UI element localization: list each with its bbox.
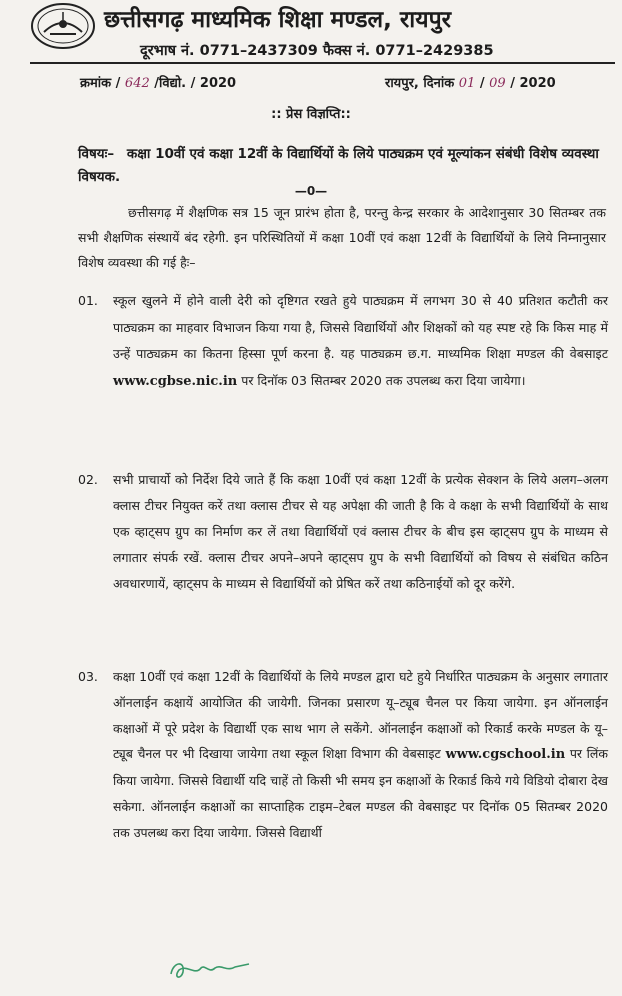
date-year: / 2020	[510, 76, 556, 91]
board-seal-logo	[30, 2, 96, 50]
reference-suffix: /विद्यो. / 2020	[154, 76, 237, 91]
subject-text: कक्षा 10वीं एवं कक्षा 12वीं के विद्यार्थियों के लिये पाठ्यक्रम एवं मूल्यांकन संबंधी विशेष व्यवस्था विषयक.	[78, 146, 599, 185]
date-month: 09	[489, 76, 506, 91]
reference-number	[80, 73, 236, 91]
place-date: रायपुर, दिनांक 01 / 09 / 2020	[385, 76, 556, 91]
header-divider	[30, 62, 615, 64]
place-date-label: रायपुर, दिनांक	[385, 76, 455, 91]
point-number: 01.	[78, 293, 98, 308]
website-link-cgbse: www.cgbse.nic.in	[113, 373, 238, 389]
point-text: कक्षा 10वीं एवं कक्षा 12वीं के विद्यार्थियों के लिये मण्डल द्वारा घटे हुये निर्धारित पाठ्यक्रम के अनुसार लगातार ऑनलाईन कक्षायें आयोजित की जायेगी. जिनका प्रसारण यू–ट्यूब चैनल पर किया जायेगा. इन ऑनलाईन कक्षाओं में पूरे प्रदेश के विद्यार्थी एक साथ भाग ले सकेंगे. ऑनलाईन कक्षाओं को रिकार्ड करके मण्डल के यू–ट्यूब चैनल पर भी दिखाया जायेगा तथा स्कूल शिक्षा विभाग की वेबसाइट www.cgschool.in पर लिंक किया जायेगा. जिससे विद्यार्थी यदि चाहें तो किसी भी समय इन कक्षाओं के रिकार्ड किये गये विडियो दोबारा देख सकेगा. ऑनलाईन कक्षाओं का साप्ताहिक टाइम–टेबल मण्डल की वेबसाइट पर दिनॉक 05 सितम्बर 2020 तक उपलब्ध करा दिया जायेगा. जिससे विद्यार्थी	[113, 669, 608, 840]
reference-label: क्रमांक /	[80, 76, 121, 91]
point-number: 02.	[78, 472, 98, 487]
point-text: सभी प्राचार्यो को निर्देश दिये जाते हैं कि कक्षा 10वीं एवं कक्षा 12वीं के प्रत्येक सेक्शन के लिये अलग–अलग क्लास टीचर नियुक्त करें तथा क्लास टीचर से यह अपेक्षा की जाती है कि वे कक्षा के सभी विद्यार्थियों के साथ एक व्हाट्सप ग्रुप का निर्माण कर लें तथा विद्यार्थियों एवं क्लास टीचर के बीच इस व्हाट्सप ग्रुप के माध्यम से लगातार संपर्क रखें. क्लास टीचर अपने–अपने व्हाट्सप ग्रुप के सभी विद्यार्थियों को विषय से संबंधित कठिन अवधारणायें, व्हाट्सप के माध्यम से विद्यार्थियों को प्रेषित करें तथा कठिनाईयों को दूर करेंगे.	[113, 472, 608, 591]
section-separator: —0—	[294, 184, 328, 198]
contact-numbers: दूरभाष नं. 0771–2437309 फैक्स नं. 0771–2429385	[140, 43, 494, 59]
intro-paragraph: छत्तीसगढ़ में शैक्षणिक सत्र 15 जून प्रारंभ होता है, परन्तु केन्द्र सरकार के आदेशानुसार 30 सितम्बर तक सभी शैक्षणिक संस्थायें बंद रहेगी. इन परिस्थितियों में कक्षा 10वीं एवं कक्षा 12वीं के विद्यार्थियों के लिये निम्नानुसार विशेष व्यवस्था की गई हैः–	[78, 205, 606, 270]
signature-mark	[165, 950, 255, 990]
organization-name: छत्तीसगढ़ माध्यमिक शिक्षा मण्डल, रायपुर	[104, 7, 452, 33]
website-link-cgschool: www.cgschool.in	[445, 747, 566, 763]
point-text: स्कूल खुलने में होने वाली देरी को दृष्टिगत रखते हुये पाठ्यक्रम में लगभग 30 से 40 प्रतिशत कटौती कर पाठ्यक्रम का माहवार विभाजन किया गया है, जिससे विद्यार्थियों और शिक्षकों को यह स्पष्ट रहे कि किस माह में उन्हें पाठ्यक्रम का कितना हिस्सा पूर्ण करना है. यह पाठ्यक्रम छ.ग. माध्यमिक शिक्षा मण्डल की वेबसाइट www.cgbse.nic.in पर दिनॉक 03 सितम्बर 2020 तक उपलब्ध करा दिया जायेगा।	[113, 293, 608, 389]
point-number: 03.	[78, 669, 98, 684]
press-release-title: :: प्रेस विज्ञप्ति::	[271, 107, 351, 122]
date-day: 01	[458, 76, 476, 91]
reference-handwritten-number: 642	[124, 76, 150, 91]
subject-label: विषयः–	[78, 146, 115, 162]
subject-line	[78, 143, 608, 189]
